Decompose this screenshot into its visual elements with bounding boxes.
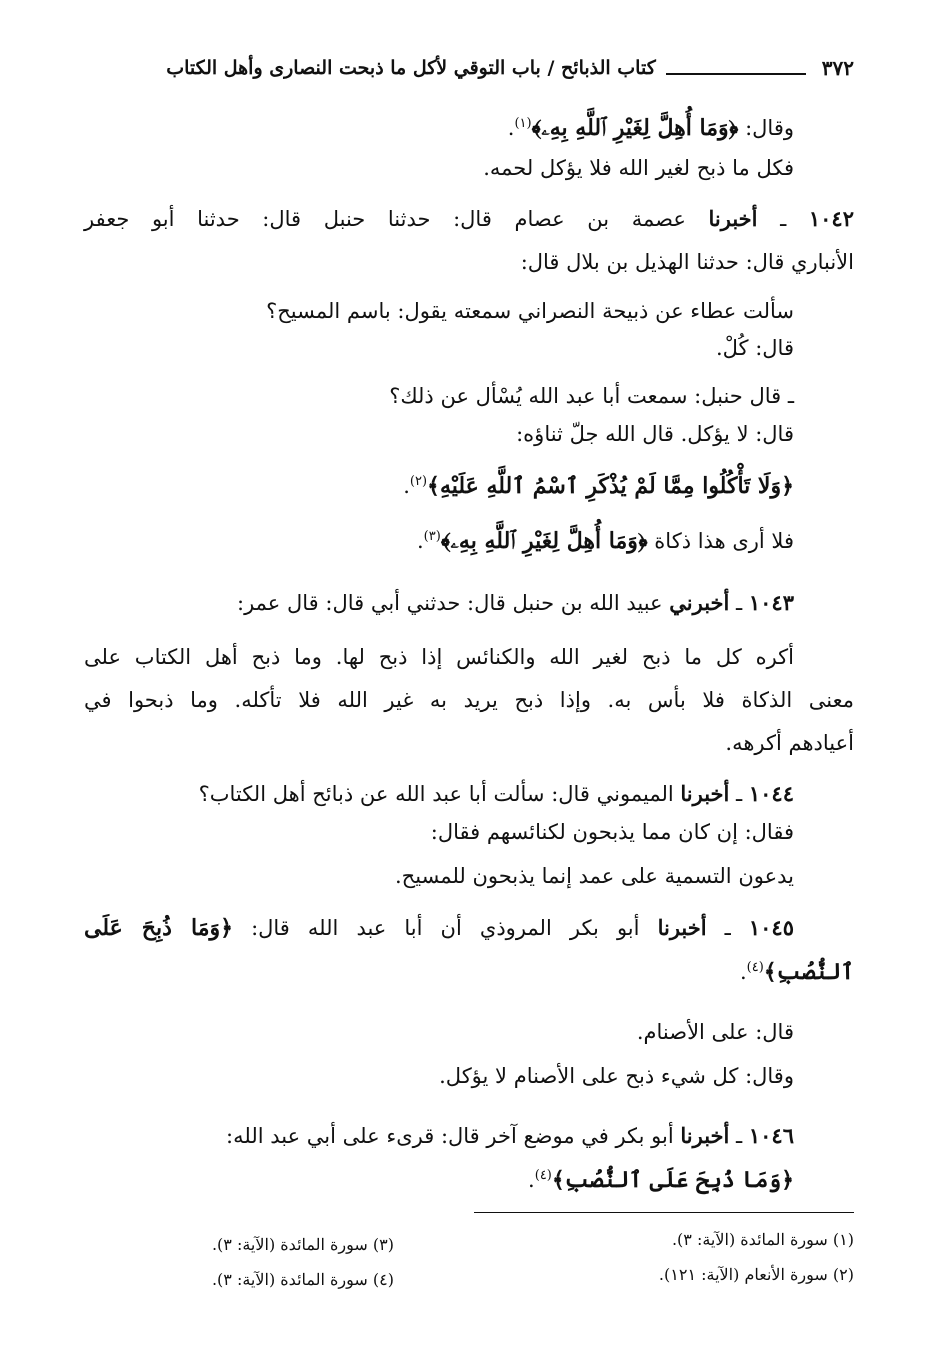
hadith-lead: أخبرنا xyxy=(708,206,758,231)
hadith-1042-heading: ١٠٤٢ ـ أخبرنا عصمة بن عصام قال: حدثنا حنبل قال: حدثنا أبو جعفر xyxy=(84,206,854,231)
text-line: ﴿وَلَا تَأْكُلُوا مِمَّا لَمْ يُذْكَرِ ٱسْمُ ٱللَّهِ عَلَيْهِ﴾$^{(٢)}$. xyxy=(403,473,794,499)
text-line: أكره كل ما ذبح لغير الله والكنائس إذا ذبح لها. وما ذبح أهل الكتاب على xyxy=(84,645,794,669)
footnote: (٤) سورة المائدة (الآية: ٣). xyxy=(211,1270,394,1289)
text-line: سألت عطاء عن ذبيحة النصراني سمعته يقول: باسم المسيح؟ xyxy=(266,299,794,323)
footnote-ref: (٤) xyxy=(534,1168,552,1183)
hadith-1043-heading: ١٠٤٣ ـ أخبرني عبيد الله بن حنبل قال: حدثني أبي قال: قال عمر: xyxy=(237,590,794,615)
text-line: وقال: كل شيء ذبح على الأصنام لا يؤكل. xyxy=(439,1064,794,1088)
text-line: قال: على الأصنام. xyxy=(636,1020,794,1044)
hadith-1046-heading: ١٠٤٦ ـ أخبرنا أبو بكر في موضع آخر قال: قرىء على أبي عبد الله: xyxy=(226,1123,794,1148)
hadith-1044-heading: ١٠٤٤ ـ أخبرنا الميموني قال: سألت أبا عبد الله عن ذبائح أهل الكتاب؟ xyxy=(198,781,794,806)
text-line: فكل ما ذبح لغير الله فلا يؤكل لحمه. xyxy=(483,156,794,180)
text-line: الأنباري قال: حدثنا الهذيل بن بلال قال: xyxy=(520,250,854,274)
quran-verse: ﴿وَمَا أُهِلَّ لِغَيْرِ ٱللَّهِ بِهِۦ﴾ xyxy=(440,528,648,554)
running-title: كتاب الذبائح / باب التوقي لأكل ما ذبحت النصارى وأهل الكتاب xyxy=(166,57,656,79)
quran-verse: ﴿وَمَا ذُبِحَ عَلَى xyxy=(84,915,233,941)
hadith-1045-heading: ١٠٤٥ ـ أخبرنا أبو بكر المروذي أن أبا عبد الله قال: ﴿وَمَا ذُبِحَ عَلَى xyxy=(84,915,794,941)
text-line: ـ قال حنبل: سمعت أبا عبد الله يُسْأل عن ذلك؟ xyxy=(389,384,794,408)
text-line: وقال: ﴿وَمَا أُهِلَّ لِغَيْرِ ٱللَّهِ بِهِۦ﴾$^{(١)}$. xyxy=(507,115,794,141)
hadith-lead: أخبرنا xyxy=(680,1123,730,1148)
hadith-number: ١٠٤٦ xyxy=(748,1123,794,1148)
text-line: ﴿وَمَا ذُبِحَ عَلَى ٱلنُّصُبِ﴾$^{(٤)}$. xyxy=(528,1167,794,1193)
quran-verse: ﴿وَمَا أُهِلَّ لِغَيْرِ ٱللَّهِ بِهِۦ﴾ xyxy=(531,115,739,141)
footnote: (١) سورة المائدة (الآية: ٣). xyxy=(671,1230,854,1249)
text-line: فلا أرى هذا ذكاة ﴿وَمَا أُهِلَّ لِغَيْرِ ٱللَّهِ بِهِۦ﴾$^{(٣)}$. xyxy=(416,528,794,554)
footnote-ref: (٣) xyxy=(423,529,441,544)
footnote-ref: (١) xyxy=(514,116,532,131)
footnote-ref: (٤) xyxy=(746,960,764,975)
text-line: فقال: إن كان مما يذبحون لكنائسهم فقال: xyxy=(430,820,794,844)
page-number: ٣٧٢ xyxy=(821,56,854,80)
footnote-ref: (٢) xyxy=(409,474,428,489)
text-line: ٱلنُّصُبِ﴾$^{(٤)}$. xyxy=(739,959,854,985)
hadith-lead: أخبرنا xyxy=(680,781,730,806)
text-line: يدعون التسمية على عمد إنما يذبحون للمسيح. xyxy=(395,864,794,888)
hadith-number: ١٠٤٤ xyxy=(748,781,794,806)
running-header xyxy=(84,48,854,88)
footnote: (٣) سورة المائدة (الآية: ٣). xyxy=(211,1235,394,1254)
quran-verse: ﴿وَمَا ذُبِحَ عَلَى ٱلنُّصُبِ﴾ xyxy=(551,1167,794,1193)
quran-verse: ﴿وَلَا تَأْكُلُوا مِمَّا لَمْ يُذْكَرِ ٱسْمُ ٱللَّهِ عَلَيْهِ﴾ xyxy=(427,473,794,499)
quran-verse: ٱلنُّصُبِ﴾ xyxy=(763,959,854,985)
text-line: أعيادهم أكرهه. xyxy=(725,731,854,755)
hadith-number: ١٠٤٥ xyxy=(748,915,794,940)
hadith-lead: أخبرنا xyxy=(657,915,707,940)
header-rule xyxy=(666,73,806,75)
text-line: قال: لا يؤكل. قال الله جلّ ثناؤه: xyxy=(516,422,794,446)
footnote: (٢) سورة الأنعام (الآية: ١٢١). xyxy=(658,1265,854,1284)
hadith-number: ١٠٤٣ xyxy=(748,590,794,615)
footnote-separator xyxy=(474,1212,854,1213)
hadith-number: ١٠٤٢ xyxy=(808,206,854,231)
text-line: قال: كُلْ. xyxy=(715,336,794,360)
text-line: معنى الذكاة فلا بأس به. وإذا ذبح يريد به غير الله فلا تأكله. وما ذبحوا في xyxy=(84,688,854,712)
hadith-lead: أخبرني xyxy=(669,590,730,615)
document-page xyxy=(84,40,854,1330)
